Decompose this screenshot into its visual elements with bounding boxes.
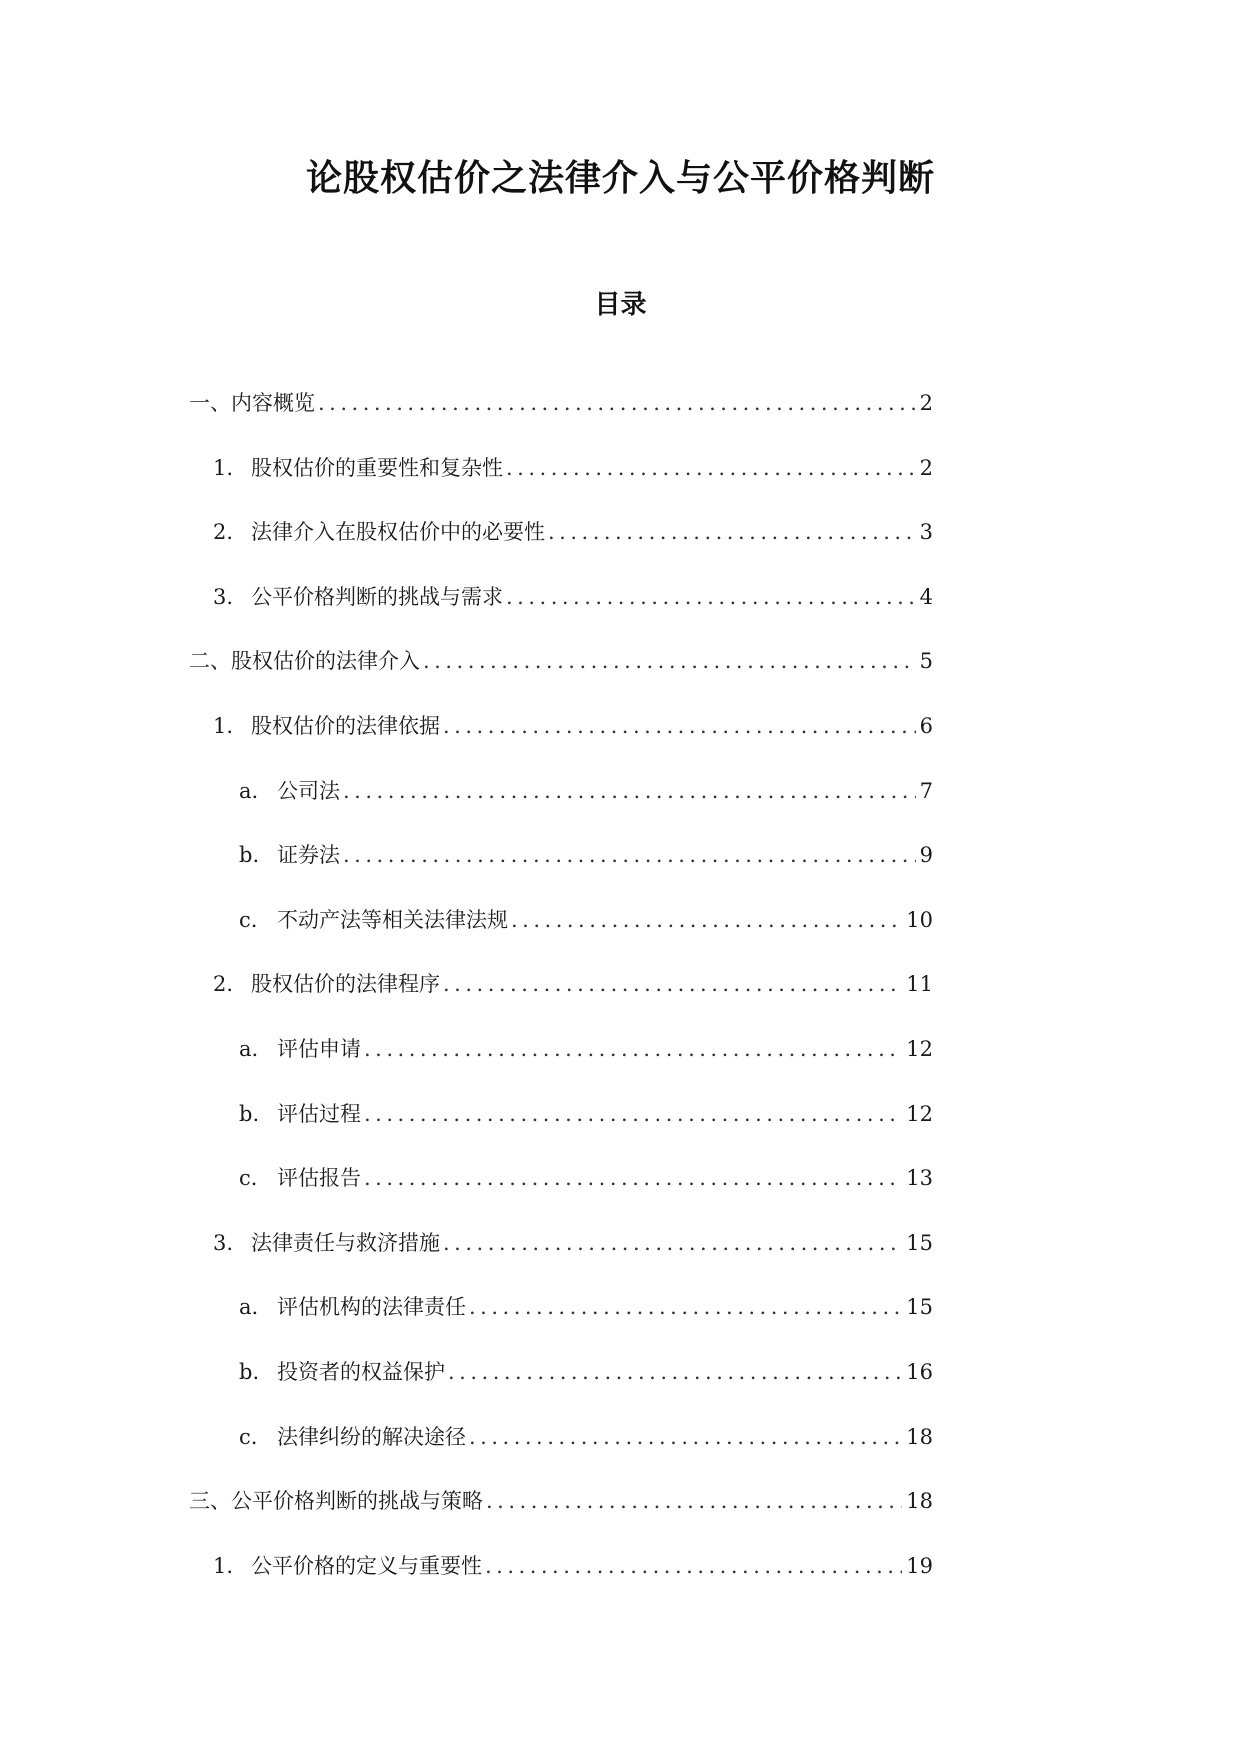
toc-entry-title: 不动产法等相关法律法规 (277, 908, 508, 932)
toc-entry[interactable] (189, 647, 933, 675)
toc-entry-title: 公平价格的定义与重要性 (251, 1554, 482, 1578)
toc-entry-title: 公平价格判断的挑战与需求 (251, 585, 503, 609)
toc-entry-number: c. (239, 908, 258, 932)
toc-entry-number: a. (239, 779, 259, 803)
toc-entry[interactable] (189, 389, 933, 417)
toc-dot-leader (485, 1552, 902, 1580)
toc-entry-title: 内容概览 (231, 391, 315, 415)
toc-entry-number: 二、 (189, 649, 231, 673)
toc-entry[interactable] (239, 1164, 933, 1192)
toc-entry[interactable] (213, 1229, 933, 1257)
toc-entry-number: b. (239, 843, 260, 867)
toc-entry-title: 股权估价的重要性和复杂性 (251, 456, 503, 480)
toc-dot-leader (443, 970, 902, 998)
toc-entry[interactable] (239, 777, 933, 805)
toc-dot-leader (506, 454, 916, 482)
toc-entry-title: 公司法 (277, 779, 340, 803)
toc-entry[interactable] (189, 1487, 933, 1515)
toc-dot-leader (364, 1100, 902, 1128)
toc-dot-leader (364, 1035, 902, 1063)
toc-dot-leader (448, 1358, 902, 1386)
toc-entry-title: 证券法 (277, 843, 340, 867)
toc-heading: 目录 (594, 290, 647, 320)
toc-dot-leader (423, 647, 916, 675)
toc-dot-leader (364, 1164, 902, 1192)
toc-entry[interactable] (239, 1423, 933, 1451)
toc-entry-title: 投资者的权益保护 (277, 1360, 445, 1384)
toc-dot-leader (343, 841, 916, 869)
toc-entry-page-number: 9 (919, 843, 933, 867)
toc-entry-number: 三、 (189, 1489, 231, 1513)
toc-entry-title: 评估过程 (277, 1102, 361, 1126)
toc-entry-title: 公平价格判断的挑战与策略 (231, 1489, 483, 1513)
toc-dot-leader (486, 1487, 902, 1515)
toc-dot-leader (506, 583, 916, 611)
toc-entry-title: 评估申请 (277, 1037, 361, 1061)
toc-entry-page-number: 12 (906, 1102, 933, 1126)
document-title: 论股权估价之法律介入与公平价格判断 (305, 158, 935, 199)
toc-entry-title: 股权估价的法律依据 (251, 714, 440, 738)
toc-entry-number: 2. (213, 972, 234, 996)
toc-dot-leader (443, 1229, 902, 1257)
toc-dot-leader (343, 777, 916, 805)
toc-entry[interactable] (213, 454, 933, 482)
toc-entry[interactable] (213, 518, 933, 546)
toc-dot-leader (548, 518, 916, 546)
toc-entry-page-number: 16 (906, 1360, 933, 1384)
toc-entry-number: 3. (213, 1231, 234, 1255)
toc-entry[interactable] (213, 1552, 933, 1580)
toc-entry[interactable] (213, 970, 933, 998)
toc-entry-number: b. (239, 1102, 260, 1126)
toc-entry[interactable] (239, 1035, 933, 1063)
toc-entry-page-number: 5 (919, 649, 933, 673)
toc-entry-page-number: 2 (919, 391, 933, 415)
toc-entry-title: 评估机构的法律责任 (277, 1295, 466, 1319)
toc-entry-page-number: 19 (906, 1554, 933, 1578)
toc-entry-page-number: 15 (906, 1231, 933, 1255)
toc-entry-number: a. (239, 1037, 259, 1061)
toc-entry-number: 3. (213, 585, 234, 609)
toc-entry-number: 1. (213, 1554, 234, 1578)
toc-entry-number: c. (239, 1166, 258, 1190)
toc-entry-page-number: 15 (906, 1295, 933, 1319)
toc-dot-leader (469, 1423, 902, 1451)
toc-entry-number: a. (239, 1295, 259, 1319)
toc-entry-page-number: 10 (906, 908, 933, 932)
toc-entry-number: 1. (213, 714, 234, 738)
toc-entry-title: 法律纠纷的解决途径 (277, 1425, 466, 1449)
toc-entry-page-number: 11 (906, 972, 933, 996)
toc-dot-leader (318, 389, 916, 417)
toc-entry-page-number: 4 (919, 585, 933, 609)
toc-entry-title: 股权估价的法律程序 (251, 972, 440, 996)
toc-dot-leader (443, 712, 916, 740)
toc-entry[interactable] (213, 583, 933, 611)
toc-entry-title: 评估报告 (277, 1166, 361, 1190)
toc-entry-page-number: 13 (906, 1166, 933, 1190)
toc-entry-title: 法律介入在股权估价中的必要性 (251, 520, 545, 544)
toc-entry[interactable] (239, 841, 933, 869)
toc-entry[interactable] (213, 712, 933, 740)
toc-entry[interactable] (239, 1100, 933, 1128)
toc-entry[interactable] (239, 1293, 933, 1321)
toc-entry-page-number: 7 (919, 779, 933, 803)
toc-entry-page-number: 18 (906, 1489, 933, 1513)
toc-entry-page-number: 6 (919, 714, 933, 738)
toc-dot-leader (511, 906, 902, 934)
toc-entry-number: c. (239, 1425, 258, 1449)
toc-entry[interactable] (239, 1358, 933, 1386)
toc-entry-number: 一、 (189, 391, 231, 415)
toc-entry-page-number: 2 (919, 456, 933, 480)
toc-entry-title: 法律责任与救济措施 (251, 1231, 440, 1255)
toc-entry-number: b. (239, 1360, 260, 1384)
toc-entry[interactable] (239, 906, 933, 934)
toc-entry-number: 2. (213, 520, 234, 544)
toc-entry-title: 股权估价的法律介入 (231, 649, 420, 673)
toc-entry-number: 1. (213, 456, 234, 480)
toc-entry-page-number: 18 (906, 1425, 933, 1449)
toc-entry-page-number: 12 (906, 1037, 933, 1061)
toc-entry-page-number: 3 (919, 520, 933, 544)
toc-dot-leader (469, 1293, 902, 1321)
